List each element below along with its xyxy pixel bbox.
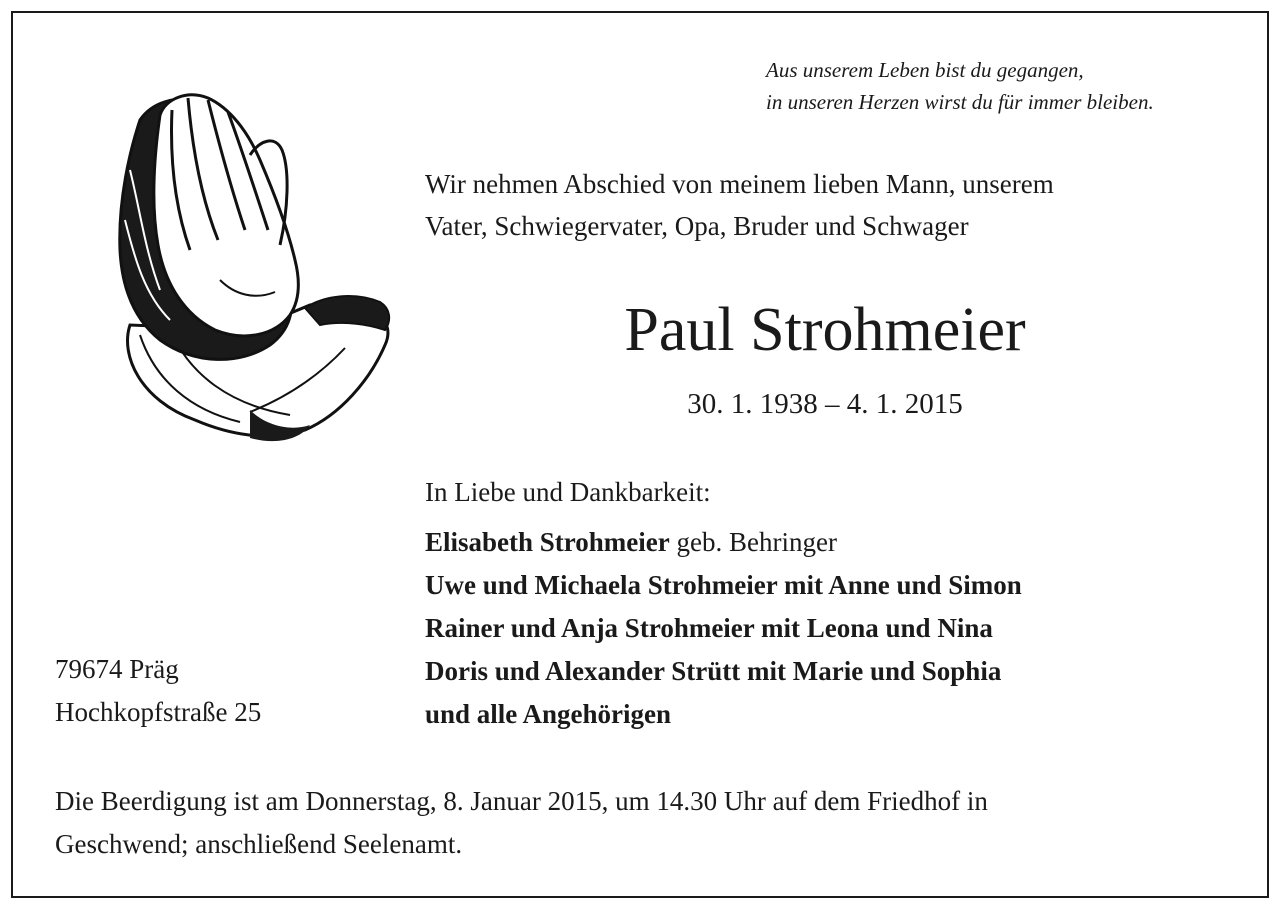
funeral-details <box>55 780 1255 866</box>
mourners-list <box>425 521 1022 736</box>
farewell-intro <box>425 163 1245 247</box>
funeral-line-2: Geschwend; anschließend Seelenamt. <box>55 829 463 859</box>
family-address <box>55 648 261 734</box>
mourner-line: und alle Angehörigen <box>425 699 672 729</box>
verse-line-1: Aus unserem Leben bist du gegangen, <box>766 58 1084 82</box>
spouse-maiden-name: geb. Behringer <box>669 527 837 557</box>
address-city: 79674 Präg <box>55 654 179 684</box>
mourner-line: Rainer und Anja Strohmeier mit Leona und Nina <box>425 613 993 643</box>
intro-line-1: Wir nehmen Abschied von meinem lieben Mann, unserem <box>425 169 1054 199</box>
mourner-line: Doris und Alexander Strütt mit Marie und Sophia <box>425 656 1002 686</box>
life-dates: 30. 1. 1938 – 4. 1. 2015 <box>687 388 963 420</box>
spouse-line <box>425 521 1022 564</box>
mourner-line: Uwe und Michaela Strohmeier mit Anne und Simon <box>425 570 1022 600</box>
spouse-name: Elisabeth Strohmeier <box>425 527 670 557</box>
intro-line-2: Vater, Schwiegervater, Opa, Bruder und Schwager <box>425 211 969 241</box>
deceased-name: Paul Strohmeier <box>624 296 1026 364</box>
address-street: Hochkopfstraße 25 <box>55 697 262 727</box>
mourners-intro: In Liebe und Dankbarkeit: <box>425 477 711 507</box>
funeral-line-1: Die Beerdigung ist am Donnerstag, 8. Januar 2015, um 14.30 Uhr auf dem Friedhof in <box>55 786 988 816</box>
praying-hands-icon <box>100 80 395 450</box>
verse-line-2: in unseren Herzen wirst du für immer bleiben. <box>766 90 1154 114</box>
memorial-verse <box>766 54 1246 118</box>
